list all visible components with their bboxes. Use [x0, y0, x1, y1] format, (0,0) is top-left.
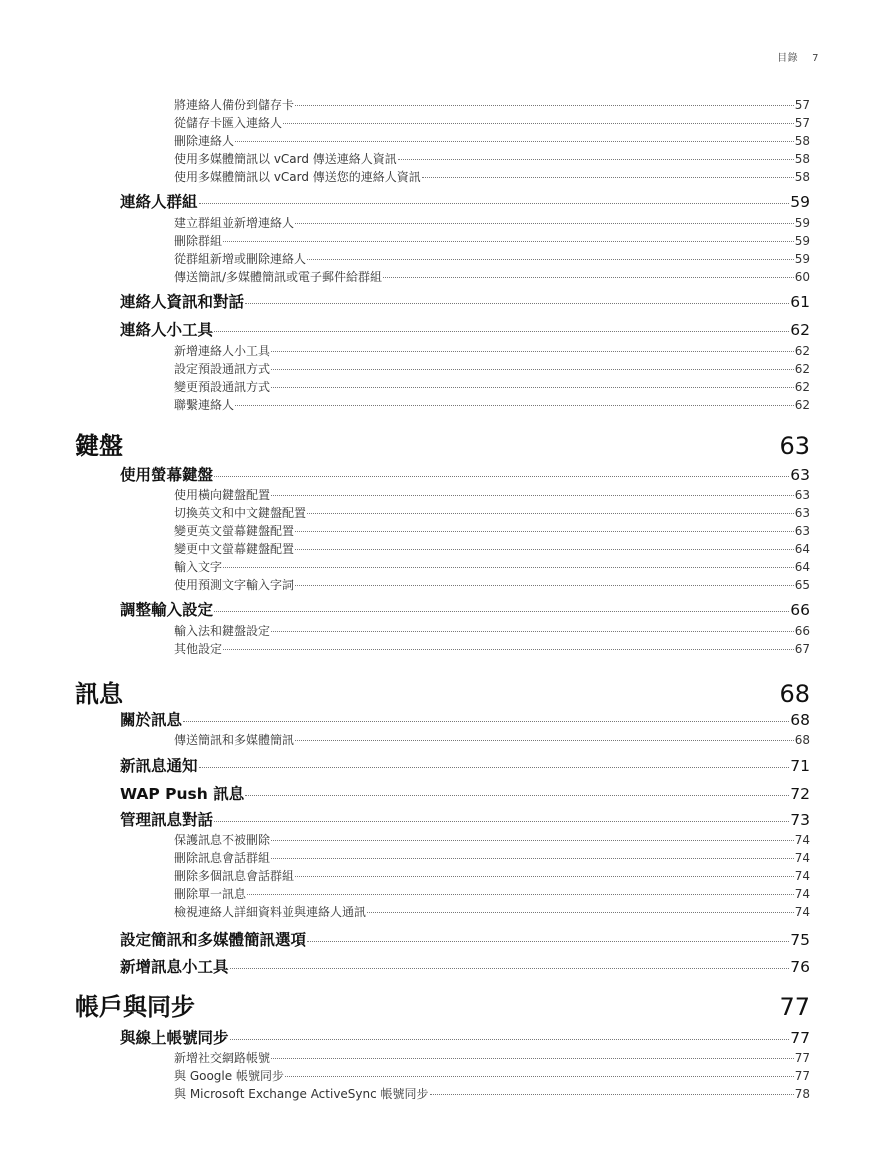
toc-entry[interactable] — [174, 1085, 810, 1102]
toc-entry-title: 使用預測文字輸入字詞 — [174, 578, 295, 592]
toc-section[interactable] — [120, 290, 810, 312]
toc-entry[interactable] — [174, 168, 810, 185]
dot-leader — [235, 141, 794, 142]
toc-section[interactable] — [120, 1026, 810, 1048]
toc-entry[interactable] — [174, 1049, 810, 1066]
toc-entry[interactable] — [174, 504, 810, 521]
toc-page-number: 74 — [794, 869, 810, 883]
dot-leader — [271, 1058, 794, 1059]
toc-page-number: 58 — [794, 152, 810, 166]
toc-page-number: 63 — [790, 466, 810, 484]
toc-entry[interactable] — [174, 622, 810, 639]
toc-page-number: 77 — [790, 1029, 810, 1047]
toc-entry[interactable] — [174, 731, 810, 748]
toc-entry-title: 管理訊息對話 — [120, 811, 214, 829]
toc-entry[interactable] — [174, 360, 810, 377]
dot-leader — [367, 912, 794, 913]
toc-page-number: 63 — [794, 506, 810, 520]
dot-leader — [295, 740, 794, 741]
toc-page-number: 62 — [794, 380, 810, 394]
toc-page-number: 74 — [794, 833, 810, 847]
dot-leader — [245, 795, 789, 796]
toc-page-number: 63 — [794, 524, 810, 538]
toc-entry-title: 其他設定 — [174, 642, 223, 656]
toc-entry[interactable] — [174, 214, 810, 231]
dot-leader — [199, 203, 790, 204]
toc-entry-title: WAP Push 訊息 — [120, 785, 245, 803]
toc-entry-title: 設定預設通訊方式 — [174, 362, 271, 376]
toc-entry[interactable] — [174, 903, 810, 920]
toc-entry[interactable] — [174, 96, 810, 113]
toc-entry[interactable] — [174, 114, 810, 131]
dot-leader — [214, 331, 789, 332]
dot-leader — [307, 513, 794, 514]
toc-page-number: 77 — [794, 1051, 810, 1065]
toc-entry-title: 將連絡人備份到儲存卡 — [174, 98, 295, 112]
toc-page-number: 63 — [794, 488, 810, 502]
toc-entry[interactable] — [174, 1067, 810, 1084]
toc-entry[interactable] — [174, 885, 810, 902]
dot-leader — [271, 631, 794, 632]
toc-entry[interactable] — [174, 268, 810, 285]
toc-chapter[interactable] — [75, 426, 810, 461]
toc-entry[interactable] — [174, 232, 810, 249]
toc-page-number: 62 — [794, 362, 810, 376]
toc-entry-title: 輸入法和鍵盤設定 — [174, 624, 271, 638]
dot-leader — [383, 277, 794, 278]
dot-leader — [223, 567, 794, 568]
toc-entry-title: 刪除單一訊息 — [174, 887, 247, 901]
toc-page-number: 58 — [794, 170, 810, 184]
dot-leader — [430, 1094, 794, 1095]
toc-entry[interactable] — [174, 342, 810, 359]
dot-leader — [223, 649, 794, 650]
dot-leader — [307, 941, 789, 942]
toc-entry-title: 使用多媒體簡訊以 vCard 傳送連絡人資訊 — [174, 152, 397, 166]
toc-page-number: 61 — [790, 293, 810, 311]
dot-leader — [230, 968, 790, 969]
toc-entry-title: 變更預設通訊方式 — [174, 380, 271, 394]
dot-leader — [283, 123, 794, 124]
toc-entry-title: 刪除訊息會話群組 — [174, 851, 271, 865]
toc-entry-title: 保護訊息不被刪除 — [174, 833, 271, 847]
toc-entry-title: 傳送簡訊和多媒體簡訊 — [174, 733, 295, 747]
toc-entry[interactable] — [174, 378, 810, 395]
toc-entry[interactable] — [174, 522, 810, 539]
dot-leader — [245, 303, 789, 304]
header-section-title: 目錄 — [777, 53, 799, 64]
toc-page-number: 71 — [790, 757, 810, 775]
toc-entry[interactable] — [174, 558, 810, 575]
toc-entry-title: 檢視連絡人詳細資料並與連絡人通訊 — [174, 905, 367, 919]
dot-leader — [235, 405, 794, 406]
toc-page-number: 68 — [779, 680, 810, 708]
toc-page-number: 57 — [794, 116, 810, 130]
dot-leader — [223, 241, 794, 242]
toc-entry-title: 新增連絡人小工具 — [174, 344, 271, 358]
toc-entry-title: 從群組新增或刪除連絡人 — [174, 252, 307, 266]
toc-entry-title: 刪除多個訊息會話群組 — [174, 869, 295, 883]
toc-page-number: 77 — [779, 993, 810, 1021]
toc-entry[interactable] — [174, 640, 810, 657]
toc-page-number: 59 — [790, 193, 810, 211]
dot-leader — [183, 721, 789, 722]
dot-leader — [271, 840, 794, 841]
dot-leader — [214, 821, 789, 822]
toc-entry-title: 使用橫向鍵盤配置 — [174, 488, 271, 502]
toc-page-number: 62 — [794, 398, 810, 412]
dot-leader — [295, 876, 794, 877]
toc-entry-title: 變更中文螢幕鍵盤配置 — [174, 542, 295, 556]
toc-section[interactable] — [120, 708, 810, 730]
toc-section[interactable] — [120, 808, 810, 830]
dot-leader — [214, 611, 789, 612]
dot-leader — [422, 177, 794, 178]
toc-entry-title: 切換英文和中文鍵盤配置 — [174, 506, 307, 520]
dot-leader — [295, 549, 794, 550]
dot-leader — [295, 105, 794, 106]
toc-section[interactable] — [120, 463, 810, 485]
toc-page-number: 62 — [794, 344, 810, 358]
toc-entry[interactable] — [174, 150, 810, 167]
dot-leader — [271, 858, 794, 859]
toc-entry-title: 從儲存卡匯入連絡人 — [174, 116, 283, 130]
dot-leader — [285, 1076, 794, 1077]
toc-page-number: 64 — [794, 560, 810, 574]
toc-section[interactable] — [120, 782, 810, 804]
toc-entry-title: 新訊息通知 — [120, 757, 198, 775]
toc-entry-title: 與 Microsoft Exchange ActiveSync 帳號同步 — [174, 1087, 429, 1101]
toc-entry-title: 與 Google 帳號同步 — [174, 1069, 284, 1083]
toc-section[interactable] — [120, 955, 810, 977]
toc-page-number: 59 — [794, 234, 810, 248]
toc-section[interactable] — [120, 318, 810, 340]
toc-page-number: 58 — [794, 134, 810, 148]
dot-leader — [307, 259, 794, 260]
toc-entry[interactable] — [174, 540, 810, 557]
toc-entry-title: 設定簡訊和多媒體簡訊選項 — [120, 931, 307, 949]
toc-page-number: 73 — [790, 811, 810, 829]
running-header — [777, 49, 819, 64]
toc-page-number: 63 — [779, 432, 810, 460]
toc-entry-title: 刪除群組 — [174, 234, 223, 248]
toc-page-number: 59 — [794, 252, 810, 266]
toc-page-number: 62 — [790, 321, 810, 339]
toc-entry[interactable] — [174, 486, 810, 503]
toc-entry[interactable] — [174, 396, 810, 413]
toc-entry-title: 使用螢幕鍵盤 — [120, 466, 214, 484]
toc-entry-title: 聯繫連絡人 — [174, 398, 235, 412]
toc-entry-title: 使用多媒體簡訊以 vCard 傳送您的連絡人資訊 — [174, 170, 421, 184]
toc-section[interactable] — [120, 190, 810, 212]
toc-page-number: 66 — [794, 624, 810, 638]
toc-page-number: 75 — [790, 931, 810, 949]
toc-entry-title: 新增社交網路帳號 — [174, 1051, 271, 1065]
toc-entry[interactable] — [174, 132, 810, 149]
toc-entry[interactable] — [174, 849, 810, 866]
toc-entry-title: 變更英文螢幕鍵盤配置 — [174, 524, 295, 538]
toc-entry-title: 傳送簡訊/多媒體簡訊或電子郵件給群組 — [174, 270, 383, 284]
dot-leader — [271, 495, 794, 496]
toc-page-number: 57 — [794, 98, 810, 112]
toc-page-number: 64 — [794, 542, 810, 556]
toc-entry-title: 建立群組並新增連絡人 — [174, 216, 295, 230]
toc-section[interactable] — [120, 754, 810, 776]
toc-section[interactable] — [120, 928, 810, 950]
toc-page-number: 78 — [794, 1087, 810, 1101]
dot-leader — [247, 894, 794, 895]
toc-entry-title: 新增訊息小工具 — [120, 958, 229, 976]
toc-entry-title: 帳戶與同步 — [75, 993, 195, 1021]
toc-page-number: 68 — [794, 733, 810, 747]
toc-entry-title: 關於訊息 — [120, 711, 183, 729]
toc-entry[interactable] — [174, 867, 810, 884]
toc-page-number: 72 — [790, 785, 810, 803]
toc-page-number: 59 — [794, 216, 810, 230]
toc-entry-title: 訊息 — [75, 680, 123, 708]
toc-page-number: 76 — [790, 958, 810, 976]
toc-page-number: 74 — [794, 887, 810, 901]
toc-entry-title: 與線上帳號同步 — [120, 1029, 229, 1047]
header-page-number: 7 — [812, 53, 819, 64]
toc-chapter[interactable] — [75, 987, 810, 1022]
dot-leader — [271, 369, 794, 370]
dot-leader — [214, 476, 789, 477]
toc-entry-title: 鍵盤 — [75, 432, 123, 460]
dot-leader — [230, 1039, 790, 1040]
toc-section[interactable] — [120, 598, 810, 620]
toc-page-number: 67 — [794, 642, 810, 656]
dot-leader — [295, 223, 794, 224]
toc-page-number: 60 — [794, 270, 810, 284]
toc-page-number: 65 — [794, 578, 810, 592]
toc-entry-title: 輸入文字 — [174, 560, 223, 574]
dot-leader — [295, 585, 794, 586]
toc-page-number: 74 — [794, 905, 810, 919]
toc-entry-title: 連絡人小工具 — [120, 321, 214, 339]
toc-page-number: 77 — [794, 1069, 810, 1083]
toc-entry-title: 連絡人資訊和對話 — [120, 293, 245, 311]
dot-leader — [295, 531, 794, 532]
dot-leader — [271, 387, 794, 388]
toc-chapter[interactable] — [75, 674, 810, 709]
dot-leader — [271, 351, 794, 352]
toc-page-number: 68 — [790, 711, 810, 729]
toc-entry[interactable] — [174, 576, 810, 593]
toc-page-number: 66 — [790, 601, 810, 619]
dot-leader — [398, 159, 794, 160]
toc-entry[interactable] — [174, 250, 810, 267]
toc-entry[interactable] — [174, 831, 810, 848]
toc-page-number: 74 — [794, 851, 810, 865]
toc-entry-title: 連絡人群組 — [120, 193, 198, 211]
dot-leader — [199, 767, 790, 768]
toc-entry-title: 刪除連絡人 — [174, 134, 235, 148]
toc-entry-title: 調整輸入設定 — [120, 601, 214, 619]
